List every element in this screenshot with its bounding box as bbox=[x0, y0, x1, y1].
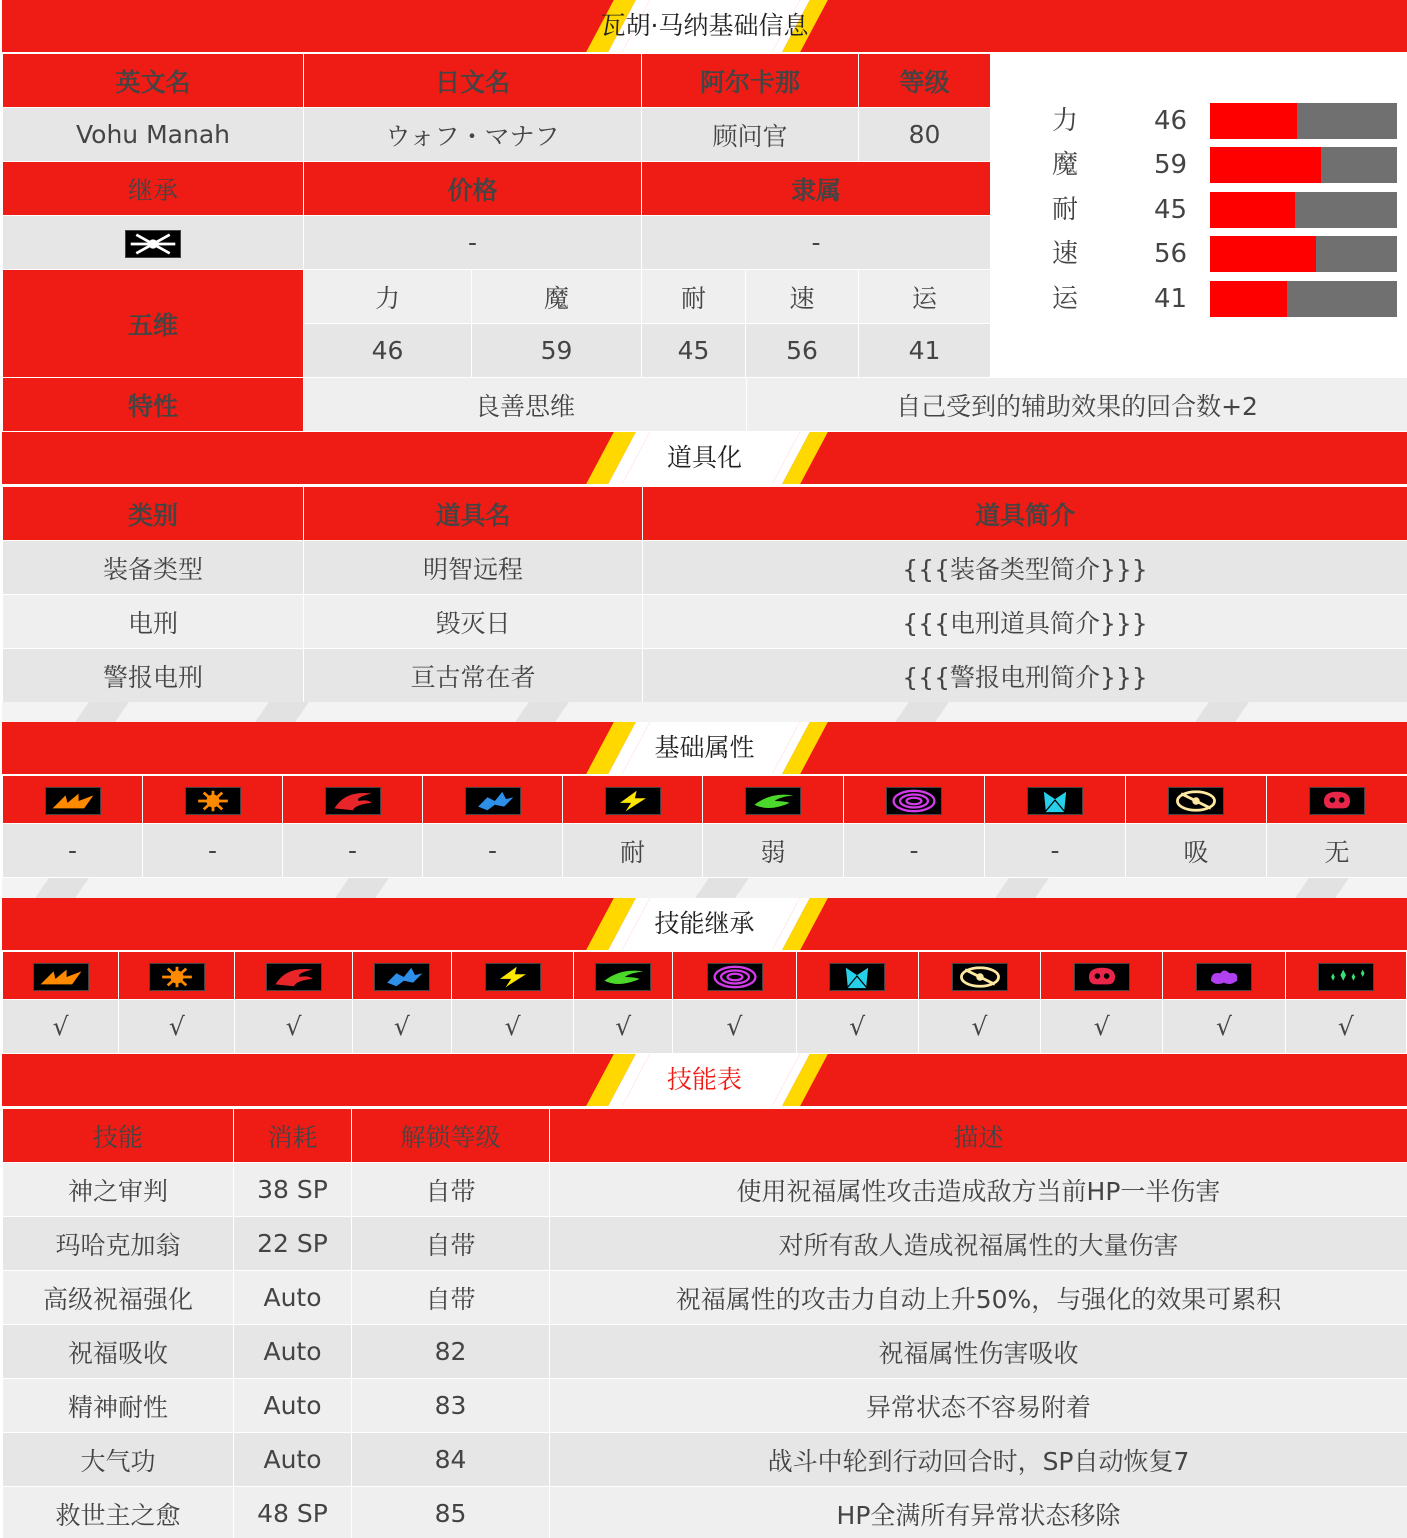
stat-bar-fill bbox=[1210, 103, 1297, 139]
affinity-value: - bbox=[844, 824, 985, 878]
stat-bar-value: 41 bbox=[1154, 284, 1188, 314]
skills-header-desc: 描述 bbox=[550, 1109, 1407, 1163]
stat-bar-track bbox=[1210, 281, 1397, 317]
inherit-value: √ bbox=[673, 1000, 796, 1054]
item-category: 装备类型 bbox=[3, 541, 304, 595]
header-japanese-name: 日文名 bbox=[304, 54, 642, 108]
affinities-title: 基础属性 bbox=[654, 733, 755, 762]
affinities-table bbox=[2, 775, 1407, 878]
physical-icon bbox=[33, 963, 89, 991]
skill-cost: Auto bbox=[234, 1379, 352, 1433]
affinity-value: - bbox=[283, 824, 423, 878]
table-row bbox=[3, 649, 1407, 703]
skill-level: 84 bbox=[352, 1433, 550, 1487]
skill-cost: Auto bbox=[234, 1325, 352, 1379]
stat-name-mag: 魔 bbox=[472, 270, 642, 324]
item-name: 毁灭日 bbox=[304, 595, 643, 649]
item-name: 亘古常在者 bbox=[304, 649, 643, 703]
stat-bar-row bbox=[990, 236, 1407, 272]
gun-icon bbox=[149, 963, 205, 991]
items-header-name: 道具名 bbox=[304, 487, 643, 541]
electric-icon bbox=[605, 787, 661, 815]
header-level: 等级 bbox=[859, 54, 991, 108]
inherit-icon-cell bbox=[451, 952, 573, 1000]
item-category: 电刑 bbox=[3, 595, 304, 649]
inherit-value: √ bbox=[574, 1000, 673, 1054]
stat-bar-row bbox=[990, 281, 1407, 317]
inherit-icon-cell bbox=[1041, 952, 1163, 1000]
header-english-name: 英文名 bbox=[3, 54, 304, 108]
affinity-icon-cell bbox=[985, 776, 1126, 824]
affinity-icon-cell bbox=[283, 776, 423, 824]
skill-name-link[interactable]: 祝福吸收 bbox=[3, 1325, 234, 1379]
psy-icon bbox=[886, 787, 942, 815]
item-category: 警报电刑 bbox=[3, 649, 304, 703]
ice-icon bbox=[465, 787, 521, 815]
skill-name-link[interactable]: 高级祝福强化 bbox=[3, 1271, 234, 1325]
skills-banner bbox=[2, 1054, 1407, 1106]
items-header-category: 类别 bbox=[3, 487, 304, 541]
stat-bar-row bbox=[990, 147, 1407, 183]
inherit-icon-cell bbox=[119, 952, 235, 1000]
bless-icon bbox=[1168, 787, 1224, 815]
recovery-icon bbox=[1318, 963, 1374, 991]
inherit-icon-cell bbox=[235, 952, 352, 1000]
items-title: 道具化 bbox=[666, 443, 742, 472]
level-value: 80 bbox=[859, 108, 991, 162]
inherit-icon-cell bbox=[352, 952, 451, 1000]
affinity-icon-cell bbox=[1126, 776, 1267, 824]
stat-bar-track bbox=[1210, 103, 1397, 139]
stat-value-str: 46 bbox=[304, 324, 472, 378]
skill-name-link[interactable]: 玛哈克加翁 bbox=[3, 1217, 234, 1271]
skill-name-link[interactable]: 大气功 bbox=[3, 1433, 234, 1487]
stat-value-end: 45 bbox=[642, 324, 746, 378]
table-row bbox=[3, 1163, 1407, 1217]
japanese-name-value: ウォフ・マナフ bbox=[304, 108, 642, 162]
item-desc: {{{装备类型简介}}} bbox=[643, 541, 1407, 595]
inherit-icon-cell bbox=[918, 952, 1040, 1000]
stat-bar-fill bbox=[1210, 192, 1295, 228]
skills-header-level: 解锁等级 bbox=[352, 1109, 550, 1163]
electric-icon bbox=[485, 963, 541, 991]
item-name: 明智远程 bbox=[304, 541, 643, 595]
affinity-value: 吸 bbox=[1126, 824, 1267, 878]
skill-level: 自带 bbox=[352, 1271, 550, 1325]
affinity-value: - bbox=[143, 824, 283, 878]
stat-bar-label: 魔 bbox=[1052, 150, 1079, 180]
ice-icon bbox=[374, 963, 430, 991]
skill-desc: 祝福属性伤害吸收 bbox=[550, 1325, 1407, 1379]
trait-name: 良善思维 bbox=[304, 378, 747, 432]
affinity-icon-cell bbox=[1267, 776, 1407, 824]
ailment-icon bbox=[1196, 963, 1252, 991]
table-row bbox=[3, 1433, 1407, 1487]
inherit-value: √ bbox=[918, 1000, 1040, 1054]
header-price: 价格 bbox=[304, 162, 642, 216]
stat-bar-label: 运 bbox=[1052, 284, 1079, 314]
stat-bar-value: 46 bbox=[1154, 106, 1188, 136]
affinity-icon-cell bbox=[3, 776, 143, 824]
affinity-icon-cell bbox=[844, 776, 985, 824]
skill-desc: 异常状态不容易附着 bbox=[550, 1379, 1407, 1433]
stat-bars-panel bbox=[990, 53, 1407, 375]
skills-title: 技能表 bbox=[666, 1065, 742, 1094]
inherit-value: √ bbox=[451, 1000, 573, 1054]
stat-value-agi: 56 bbox=[746, 324, 859, 378]
skills-header-name: 技能 bbox=[3, 1109, 234, 1163]
stat-bar-row bbox=[990, 103, 1407, 139]
table-row bbox=[3, 1325, 1407, 1379]
stat-value-luk: 41 bbox=[859, 324, 991, 378]
affinity-value: - bbox=[985, 824, 1126, 878]
skill-cost: 22 SP bbox=[234, 1217, 352, 1271]
skill-desc: 战斗中轮到行动回合时，SP自动恢复7 bbox=[550, 1433, 1407, 1487]
header-affiliation: 隶属 bbox=[642, 162, 991, 216]
trait-table bbox=[2, 377, 1407, 432]
affinity-icon-cell bbox=[703, 776, 844, 824]
price-value: - bbox=[304, 216, 642, 270]
affinity-icon-cell bbox=[143, 776, 283, 824]
bless-icon bbox=[125, 230, 181, 258]
skill-name-link[interactable]: 精神耐性 bbox=[3, 1379, 234, 1433]
items-table bbox=[2, 486, 1407, 703]
stat-bar-label: 速 bbox=[1052, 239, 1079, 269]
affinities-banner bbox=[2, 722, 1407, 774]
header-trait: 特性 bbox=[3, 378, 304, 432]
inherit-value: √ bbox=[1285, 1000, 1406, 1054]
stat-bar-value: 45 bbox=[1154, 195, 1188, 225]
affiliation-value: - bbox=[642, 216, 991, 270]
inherit-icon-cell bbox=[574, 952, 673, 1000]
basic-info-table bbox=[2, 53, 991, 378]
nuclear-icon bbox=[1027, 787, 1083, 815]
affinity-value: - bbox=[423, 824, 563, 878]
inherit-value: √ bbox=[119, 1000, 235, 1054]
affinity-value: 耐 bbox=[563, 824, 703, 878]
stat-bar-track bbox=[1210, 236, 1397, 272]
header-inherit: 继承 bbox=[3, 162, 304, 216]
trait-description: 自己受到的辅助效果的回合数+2 bbox=[747, 378, 1407, 432]
stat-bar-fill bbox=[1210, 236, 1316, 272]
item-desc: {{{电刑道具简介}}} bbox=[643, 595, 1407, 649]
stat-bar-fill bbox=[1210, 281, 1287, 317]
table-row bbox=[3, 1217, 1407, 1271]
stat-bar-row bbox=[990, 192, 1407, 228]
table-row bbox=[3, 541, 1407, 595]
skill-level: 自带 bbox=[352, 1217, 550, 1271]
inherit-icon-cell bbox=[673, 952, 796, 1000]
inherit-value: √ bbox=[352, 1000, 451, 1054]
skills-header-cost: 消耗 bbox=[234, 1109, 352, 1163]
wind-icon bbox=[745, 787, 801, 815]
stat-bar-value: 59 bbox=[1154, 150, 1188, 180]
psy-icon bbox=[707, 963, 763, 991]
header-stats: 五维 bbox=[3, 270, 304, 378]
stat-name-agi: 速 bbox=[746, 270, 859, 324]
nuclear-icon bbox=[829, 963, 885, 991]
stat-name-str: 力 bbox=[304, 270, 472, 324]
inherit-value: √ bbox=[235, 1000, 352, 1054]
affinity-value: 弱 bbox=[703, 824, 844, 878]
skill-level: 83 bbox=[352, 1379, 550, 1433]
curse-icon bbox=[1074, 963, 1130, 991]
inherit-value: √ bbox=[1163, 1000, 1285, 1054]
gun-icon bbox=[185, 787, 241, 815]
decorative-strip bbox=[2, 702, 1407, 722]
physical-icon bbox=[45, 787, 101, 815]
skill-cost: Auto bbox=[234, 1271, 352, 1325]
stat-name-luk: 运 bbox=[859, 270, 991, 324]
stat-bar-label: 力 bbox=[1052, 106, 1079, 136]
table-row bbox=[3, 1271, 1407, 1325]
fire-icon bbox=[325, 787, 381, 815]
item-desc: {{{警报电刑简介}}} bbox=[643, 649, 1407, 703]
basic-info-banner bbox=[2, 0, 1407, 52]
skill-level: 自带 bbox=[352, 1163, 550, 1217]
inherit-value: √ bbox=[796, 1000, 918, 1054]
skill-desc: 对所有敌人造成祝福属性的大量伤害 bbox=[550, 1217, 1407, 1271]
decorative-strip bbox=[2, 878, 1407, 898]
affinity-value: 无 bbox=[1267, 824, 1407, 878]
table-row bbox=[3, 595, 1407, 649]
skills-table bbox=[2, 1108, 1407, 1538]
inherit-value bbox=[3, 216, 304, 270]
inherit-value: √ bbox=[1041, 1000, 1163, 1054]
skill-desc: HP全满所有异常状态移除 bbox=[550, 1487, 1407, 1538]
stat-bar-fill bbox=[1210, 147, 1321, 183]
arcana-value: 顾问官 bbox=[642, 108, 859, 162]
skill-name-link[interactable]: 神之审判 bbox=[3, 1163, 234, 1217]
skill-cost: Auto bbox=[234, 1433, 352, 1487]
stat-name-end: 耐 bbox=[642, 270, 746, 324]
stat-bar-label: 耐 bbox=[1052, 195, 1079, 225]
affinity-icon-cell bbox=[563, 776, 703, 824]
skill-desc: 使用祝福属性攻击造成敌方当前HP一半伤害 bbox=[550, 1163, 1407, 1217]
inherit-icon-cell bbox=[1285, 952, 1406, 1000]
affinity-value: - bbox=[3, 824, 143, 878]
inherit-value: √ bbox=[3, 1000, 119, 1054]
skill-desc: 祝福属性的攻击力自动上升50%，与强化的效果可累积 bbox=[550, 1271, 1407, 1325]
curse-icon bbox=[1309, 787, 1365, 815]
table-row bbox=[3, 1487, 1407, 1538]
stat-bar-value: 56 bbox=[1154, 239, 1188, 269]
basic-info-title: 瓦胡·马纳基础信息 bbox=[600, 11, 809, 40]
skill-cost: 48 SP bbox=[234, 1487, 352, 1538]
english-name-value: Vohu Manah bbox=[3, 108, 304, 162]
bless-icon bbox=[952, 963, 1008, 991]
fire-icon bbox=[266, 963, 322, 991]
skill-level: 85 bbox=[352, 1487, 550, 1538]
stat-bar-track bbox=[1210, 147, 1397, 183]
inheritance-title: 技能继承 bbox=[654, 909, 755, 938]
inheritance-table bbox=[2, 951, 1407, 1054]
skill-name-link[interactable]: 救世主之愈 bbox=[3, 1487, 234, 1538]
stat-bar-track bbox=[1210, 192, 1397, 228]
table-row bbox=[3, 1379, 1407, 1433]
stat-value-mag: 59 bbox=[472, 324, 642, 378]
inherit-icon-cell bbox=[796, 952, 918, 1000]
inherit-icon-cell bbox=[3, 952, 119, 1000]
items-header-desc: 道具简介 bbox=[643, 487, 1407, 541]
header-arcana: 阿尔卡那 bbox=[642, 54, 859, 108]
affinity-icon-cell bbox=[423, 776, 563, 824]
skill-cost: 38 SP bbox=[234, 1163, 352, 1217]
wind-icon bbox=[595, 963, 651, 991]
inheritance-banner bbox=[2, 898, 1407, 950]
inherit-icon-cell bbox=[1163, 952, 1285, 1000]
items-banner bbox=[2, 432, 1407, 484]
skill-level: 82 bbox=[352, 1325, 550, 1379]
